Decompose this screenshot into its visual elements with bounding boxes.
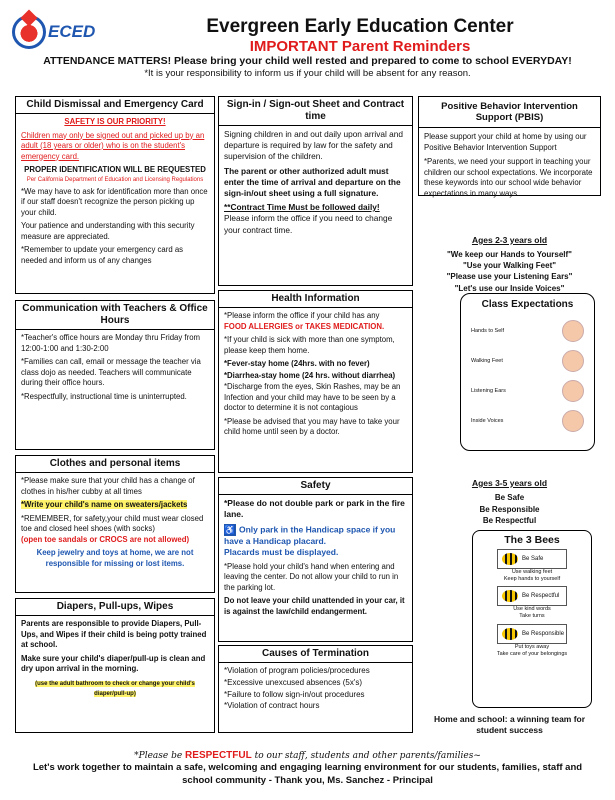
handicap-rule: Only park in the Handicap space if you have a Handicap placard. bbox=[224, 524, 396, 546]
bee-caption: Use kind words Take turns bbox=[513, 606, 551, 620]
communication-box bbox=[15, 300, 215, 450]
pbis-intro: Please support your child at home by using our Positive Behavior Intervention Support bbox=[424, 132, 587, 152]
bee-caption: Use walking feet Keep hands to yourself bbox=[503, 569, 561, 583]
id-regulation: Per California Department of Education and Licensing Regulations bbox=[26, 176, 204, 183]
expectation-ears: "Please use your Listening Ears" bbox=[446, 272, 573, 282]
bee-label: Be Safe bbox=[522, 556, 544, 562]
pbis-box bbox=[418, 96, 601, 196]
ce-item: Walking Feet bbox=[471, 358, 503, 364]
bathroom-note: (use the adult bathroom to check or change your child's diaper/pull-up) bbox=[35, 680, 195, 698]
contract-change: Please inform the office if you need to change your contract time. bbox=[224, 213, 393, 235]
bee-icon bbox=[502, 553, 518, 565]
footer-respect-b: RESPECTFUL bbox=[185, 750, 252, 761]
class-expectations-card bbox=[460, 293, 595, 451]
health-box bbox=[218, 290, 413, 473]
dismissal-rule: Children may only be signed out and picked up by an adult (18 years or older) who is on the student's emergency card. bbox=[21, 130, 205, 161]
safety-heading: Safety bbox=[219, 478, 412, 495]
hands-icon bbox=[562, 320, 584, 342]
logo-icon bbox=[12, 15, 46, 49]
ce-item: Listening Ears bbox=[471, 388, 506, 394]
bee-icon bbox=[502, 590, 518, 602]
three-bees-card bbox=[472, 530, 592, 708]
footer-respect-c: to our staff, students and other parents/families~ bbox=[254, 751, 481, 761]
class-expectations-title: Class Expectations bbox=[481, 299, 574, 310]
termination-item: *Failure to follow sign-in/out procedures bbox=[224, 689, 365, 699]
doctor-note: *Please be advised that you may have to take your child home until seen by a doctor. bbox=[224, 416, 400, 437]
home-school-note: Home and school: a winning team for student success bbox=[433, 714, 586, 736]
discharge-note: *Discharge from the eyes, Skin Rashes, may be an Infection and your child may have to be seen by a doctor to determine it is not contagious bbox=[224, 382, 401, 413]
bee-caption: Put toys away Take care of your belongings bbox=[496, 643, 568, 657]
attendance-notice: ATTENDANCE MATTERS! Please bring your child well rested and prepared to come to school EVERYDAY! bbox=[43, 55, 572, 67]
termination-item: *Violation of contract hours bbox=[224, 701, 320, 711]
diapers-heading: Diapers, Pull-ups, Wipes bbox=[16, 599, 214, 616]
footer-principal: Let's work together to maintain a safe, welcoming and engaging learning environment for our students, families, staff and school community - Thank you, Ms. Sanchez - Principal bbox=[32, 762, 583, 786]
clothes-heading: Clothes and personal items bbox=[16, 456, 214, 473]
school-logo bbox=[12, 12, 112, 52]
health-heading: Health Information bbox=[219, 291, 412, 308]
communication-heading: Communication with Teachers & Office Hours bbox=[16, 301, 214, 330]
be-respectful: Be Respectful bbox=[482, 516, 537, 526]
instruction-time: *Respectfully, instructional time is uninterrupted. bbox=[21, 391, 187, 401]
termination-item: *Excessive unexcused absences (5x's) bbox=[224, 677, 363, 687]
placard-note: Placards must be displayed. bbox=[224, 547, 339, 558]
dismissal-heading: Child Dismissal and Emergency Card bbox=[16, 97, 214, 114]
signin-heading: Sign-in / Sign-out Sheet and Contract time bbox=[219, 97, 412, 126]
sandals-note: (open toe sandals or CROCS are not allowed) bbox=[21, 534, 190, 544]
clothes-box bbox=[15, 455, 215, 593]
diarrhea-rule: *Diarrhea-stay home (24 hrs. without diarrhea) bbox=[224, 370, 396, 380]
ear-icon bbox=[562, 380, 584, 402]
contact-teacher: *Families can call, email or message the teacher via class dojo as needed. Teachers will communicate during their office hours. bbox=[21, 357, 201, 388]
fever-rule: *Fever-stay home (24hrs. with no fever) bbox=[224, 359, 370, 369]
double-park-rule: *Please do not double park or park in the fire lane. bbox=[224, 498, 405, 520]
termination-box bbox=[218, 645, 413, 733]
expectation-feet: "Use your Walking Feet" bbox=[462, 261, 557, 271]
emergency-card-note: *Remember to update your emergency card as needed and inform us of any changes bbox=[21, 245, 184, 265]
id-note: *We may have to ask for identification more than once if our staff doesn't recognize the person picking up your child. bbox=[21, 186, 208, 217]
pbis-column bbox=[418, 96, 601, 736]
quiet-face-icon bbox=[562, 410, 584, 432]
be-safe: Be Safe bbox=[494, 493, 525, 502]
diapers-box bbox=[15, 598, 215, 733]
dismissal-box bbox=[15, 96, 215, 294]
signin-signature: The parent or other authorized adult must enter the time of arrival and departure on the sign-in/out sheet using a full signature. bbox=[224, 165, 401, 198]
ce-item: Inside Voices bbox=[471, 418, 504, 424]
bee-icon bbox=[502, 628, 518, 640]
patience-note: Your patience and understanding with this security measure are appreciated. bbox=[21, 221, 195, 241]
feet-icon bbox=[562, 350, 584, 372]
absence-notice: *It is your responsibility to inform us if your child will be absent for any reason. bbox=[144, 68, 471, 79]
ce-item: Hands to Self bbox=[471, 328, 505, 334]
be-responsible: Be Responsible bbox=[479, 504, 540, 514]
sick-note: *If your child is sick with more than one symptom, please keep them home. bbox=[224, 335, 395, 355]
pbis-parents: *Parents, we need your support in teaching your children our school expectations. We incorporate these keywords into our school wide behavior expectations in many ways. bbox=[424, 157, 593, 198]
safety-priority: SAFETY IS OUR PRIORITY! bbox=[64, 117, 166, 126]
footer-respect bbox=[20, 750, 595, 761]
contract-time: **Contract Time Must be followed daily! bbox=[224, 202, 380, 213]
change-clothes: *Please make sure that your child has a change of clothes in his/her cubby at all times bbox=[21, 476, 195, 496]
shoes-rule: *REMEMBER, for safety,your child must wear closed toe and closed heel shoes (with socks) bbox=[21, 513, 204, 534]
three-bees-title: The 3 Bees bbox=[504, 534, 560, 546]
diapers-provide: Parents are responsible to provide Diapers, Pull-Ups, and Wipes if their child is being potty trained at school. bbox=[21, 619, 207, 650]
signin-rule: Signing children in and out daily upon arrival and departure is required by law for the safety and supervision of the children. bbox=[224, 129, 403, 162]
diaper-clean: Make sure your child's diaper/pull-up is clean and dry upon arrival in the morning. bbox=[21, 653, 206, 674]
ages-3-5: Ages 3-5 years old bbox=[471, 478, 548, 488]
pbis-heading: Positive Behavior Intervention Support (PBIS) bbox=[419, 97, 600, 128]
page-title: Evergreen Early Education Center bbox=[206, 16, 514, 37]
handicap-icon: ♿ bbox=[224, 524, 236, 535]
label-clothes: *Write your child's name on sweaters/jackets bbox=[21, 500, 188, 510]
jewelry-note: Keep jewelry and toys at home, we are not responsible for missing or lost items. bbox=[36, 548, 194, 568]
bee-label: Be Respectful bbox=[522, 593, 560, 600]
unattended-note: Do not leave your child unattended in your car, it is against the law/child endangerment. bbox=[224, 596, 405, 616]
page-subtitle: IMPORTANT Parent Reminders bbox=[249, 38, 471, 55]
allergy-emphasis: FOOD ALLERGIES or TAKES MEDICATION. bbox=[224, 321, 385, 331]
termination-item: *Violation of program policies/procedures bbox=[224, 666, 370, 675]
safety-box bbox=[218, 477, 413, 642]
allergy-note: *Please inform the office if your child has any bbox=[224, 311, 380, 320]
bee-label: Be Responsible bbox=[522, 630, 565, 637]
termination-heading: Causes of Termination bbox=[219, 646, 412, 663]
hold-hand-note: *Please hold your child's hand when entering and leaving the center. Do not allow your child to run in the parking lot. bbox=[224, 561, 399, 592]
id-required: PROPER IDENTIFICATION WILL BE REQUESTED bbox=[24, 165, 206, 175]
office-hours: *Teacher's office hours are Monday thru Friday from 12:00-1:00 and 1:30-2:00 bbox=[21, 333, 201, 353]
expectation-voices: "Let's use our Inside Voices" bbox=[454, 283, 565, 293]
ages-2-3: Ages 2-3 years old bbox=[471, 235, 548, 245]
signin-box bbox=[218, 96, 413, 286]
expectation-hands: "We keep our Hands to Yourself" bbox=[447, 250, 572, 259]
footer-respect-a: *Please be bbox=[134, 751, 183, 761]
logo-text: ECED bbox=[48, 22, 96, 41]
